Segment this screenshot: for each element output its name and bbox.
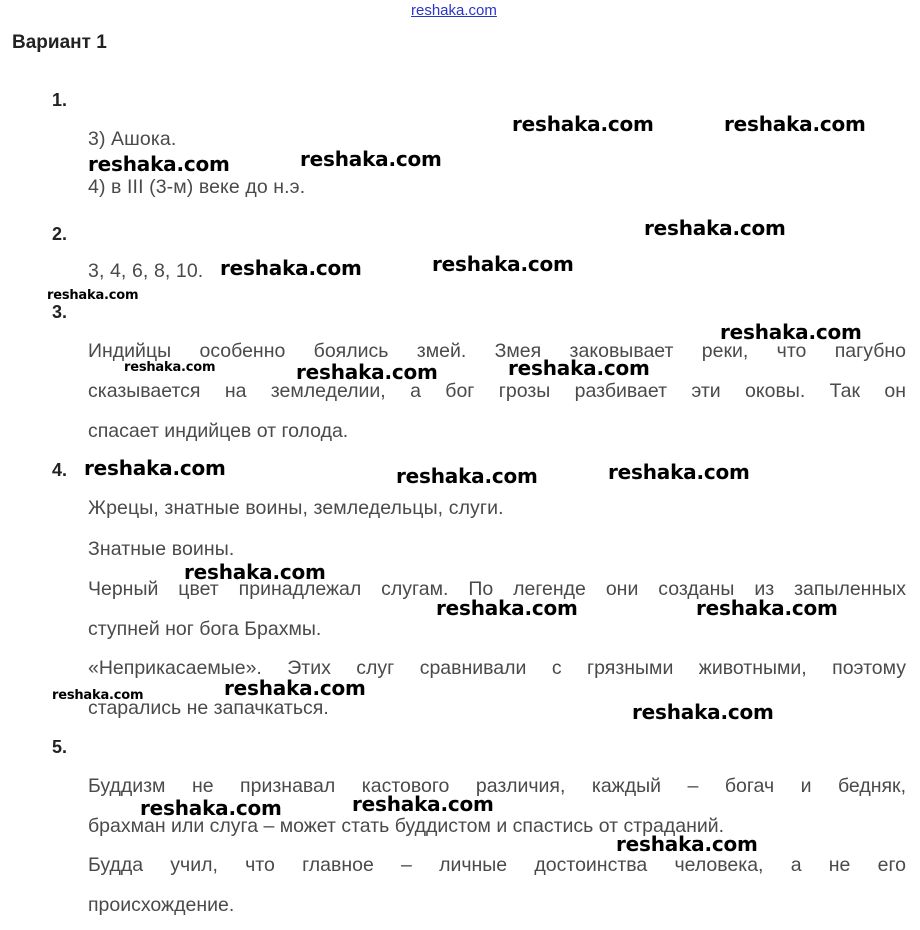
question-1-answer-4: 4) в III (3-м) веке до н.э. — [88, 176, 306, 198]
question-5-p1-line-2: брахман или слуга – может стать буддистом и спастись от страданий. — [88, 815, 725, 837]
watermark: reshaka.com — [644, 216, 786, 240]
site-link[interactable]: reshaka.com — [411, 2, 497, 19]
watermark: reshaka.com — [88, 152, 230, 176]
question-4-paragraph-4 — [88, 648, 906, 728]
question-3-line-1: Индийцы особенно боялись змей. Змея заковывает реки, что пагубно — [88, 340, 906, 362]
question-4-p4-line-2: старались не запачкаться. — [88, 697, 329, 719]
question-5-paragraph-2 — [88, 845, 906, 925]
watermark: reshaka.com — [220, 256, 362, 280]
question-4-number: 4. — [52, 460, 68, 480]
watermark: reshaka.com — [512, 112, 654, 136]
question-4-p3-line-1: Черный цвет принадлежал слугам. По легенде они созданы из запыленных — [88, 578, 906, 600]
watermark: reshaka.com — [396, 464, 538, 488]
question-5-p2-line-2: происхождение. — [88, 894, 235, 916]
question-2-answer: 3, 4, 6, 8, 10. — [88, 260, 204, 282]
watermark: reshaka.com — [224, 676, 366, 700]
question-5-p2-line-1: Будда учил, что главное – личные достоинства человека, а не его — [88, 854, 906, 876]
watermark: reshaka.com — [508, 356, 650, 380]
watermark: reshaka.com — [84, 456, 226, 480]
watermark: reshaka.com — [724, 112, 866, 136]
watermark: reshaka.com — [352, 792, 494, 816]
watermark: reshaka.com — [436, 596, 578, 620]
page-title: Вариант 1 — [12, 32, 107, 53]
watermark: reshaka.com — [720, 320, 862, 344]
question-3-line-2: сказывается на земледелии, а бог грозы разбивает эти оковы. Так он — [88, 380, 906, 402]
watermark: reshaka.com — [184, 560, 326, 584]
question-4-paragraph-2: Знатные воины. — [88, 538, 235, 560]
question-4-paragraph-1: Жрецы, знатные воины, земледельцы, слуги. — [88, 497, 504, 519]
watermark: reshaka.com — [52, 688, 144, 703]
watermark: reshaka.com — [432, 252, 574, 276]
watermark: reshaka.com — [140, 796, 282, 820]
watermark: reshaka.com — [632, 700, 774, 724]
question-5-p1-line-1: Буддизм не признавал кастового различия, каждый – богач и бедняк, — [88, 775, 906, 797]
question-1-answer-3: 3) Ашока. — [88, 128, 177, 150]
watermark: reshaka.com — [47, 288, 139, 303]
question-5-number: 5. — [52, 737, 68, 757]
question-4-p3-line-2: ступней ног бога Брахмы. — [88, 618, 322, 640]
question-3-number: 3. — [52, 302, 68, 322]
watermark: reshaka.com — [296, 360, 438, 384]
question-2-number: 2. — [52, 224, 68, 244]
watermark: reshaka.com — [124, 360, 216, 375]
watermark: reshaka.com — [300, 147, 442, 171]
question-3-answer — [88, 331, 906, 451]
watermark: reshaka.com — [616, 832, 758, 856]
question-4-p4-line-1: «Неприкасаемые». Этих слуг сравнивали с грязными животными, поэтому — [88, 657, 906, 679]
question-3-line-3: спасает индийцев от голода. — [88, 420, 349, 442]
watermark: reshaka.com — [608, 460, 750, 484]
question-1-number: 1. — [52, 90, 68, 110]
watermark: reshaka.com — [696, 596, 838, 620]
